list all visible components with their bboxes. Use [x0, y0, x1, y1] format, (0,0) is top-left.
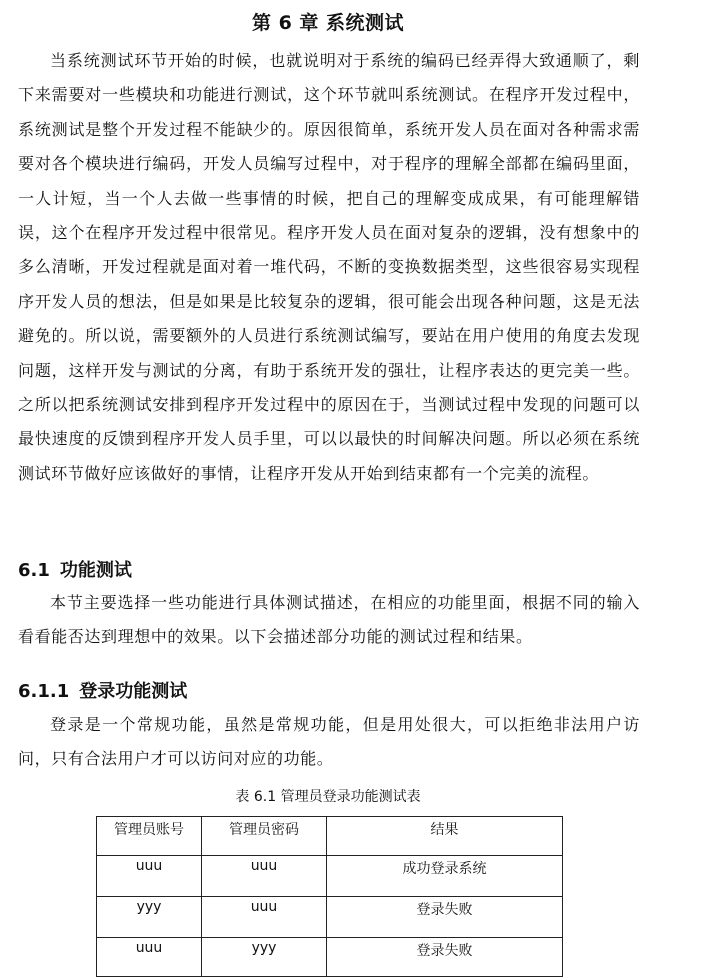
header-cell-account: 管理员账号	[97, 817, 202, 856]
cell-result: 登录失败	[327, 938, 563, 977]
login-test-table	[96, 816, 563, 977]
table-caption: 表 6.1 管理员登录功能测试表	[235, 789, 421, 805]
table-row	[97, 938, 563, 977]
section-6-1-1-heading	[18, 677, 187, 703]
cell-password: yyy	[202, 938, 327, 977]
section-title: 功能测试	[59, 560, 132, 581]
cell-account: yyy	[97, 897, 202, 938]
table-header-row	[97, 817, 563, 856]
table-row	[97, 856, 563, 897]
intro-paragraph: 当系统测试环节开始的时候，也就说明对于系统的编码已经弄得大致通顺了，剩下来需要对一些模块和功能进行测试，这个环节就叫系统测试。在程序开发过程中，系统测试是整个开发过程不能缺少的。原因很简单，系统开发人员在面对各种需求需要对各个模块进行编码，开发人员编写过程中，对于程序的理解全部都在编码里面，一人计短，当一个人去做一些事情的时候，把自己的理解变成成果，有可能理解错误，这个在程序开发过程中很常见。程序开发人员在面对复杂的逻辑，没有想象中的多么清晰，开发过程就是面对着一堆代码，不断的变换数据类型，这些很容易实现程序开发人员的想法，但是如果是比较复杂的逻辑，很可能会出现各种问题，这是无法避免的。所以说，需要额外的人员进行系统测试编写，要站在用户使用的角度去发现问题，这样开发与测试的分离，有助于系统开发的强壮，让程序表达的更完美一些。之所以把系统测试安排到程序开发过程中的原因在于，当测试过程中发现的问题可以最快速度的反馈到程序开发人员手里，可以以最快的时间解决问题。所以必须在系统测试环节做好应该做好的事情，让程序开发从开始到结束都有一个完美的流程。	[18, 51, 640, 483]
section-number: 6.1	[18, 560, 50, 581]
chapter-title: 第 6 章 系统测试	[251, 12, 405, 34]
header-cell-password: 管理员密码	[202, 817, 327, 856]
header-cell-result: 结果	[327, 817, 563, 856]
cell-result: 成功登录系统	[327, 856, 563, 897]
cell-account: uuu	[97, 938, 202, 977]
section-title: 登录功能测试	[79, 681, 188, 702]
section-6-1-paragraph: 本节主要选择一些功能进行具体测试描述，在相应的功能里面，根据不同的输入看看能否达到理想中的效果。以下会描述部分功能的测试过程和结果。	[18, 593, 640, 647]
table-row	[97, 897, 563, 938]
cell-password: uuu	[202, 897, 327, 938]
cell-result: 登录失败	[327, 897, 563, 938]
section-number: 6.1.1	[18, 681, 70, 702]
cell-account: uuu	[97, 856, 202, 897]
cell-password: uuu	[202, 856, 327, 897]
section-6-1-heading	[18, 556, 132, 582]
section-6-1-1-paragraph: 登录是一个常规功能，虽然是常规功能，但是用处很大，可以拒绝非法用户访问，只有合法用户才可以访问对应的功能。	[18, 715, 640, 769]
